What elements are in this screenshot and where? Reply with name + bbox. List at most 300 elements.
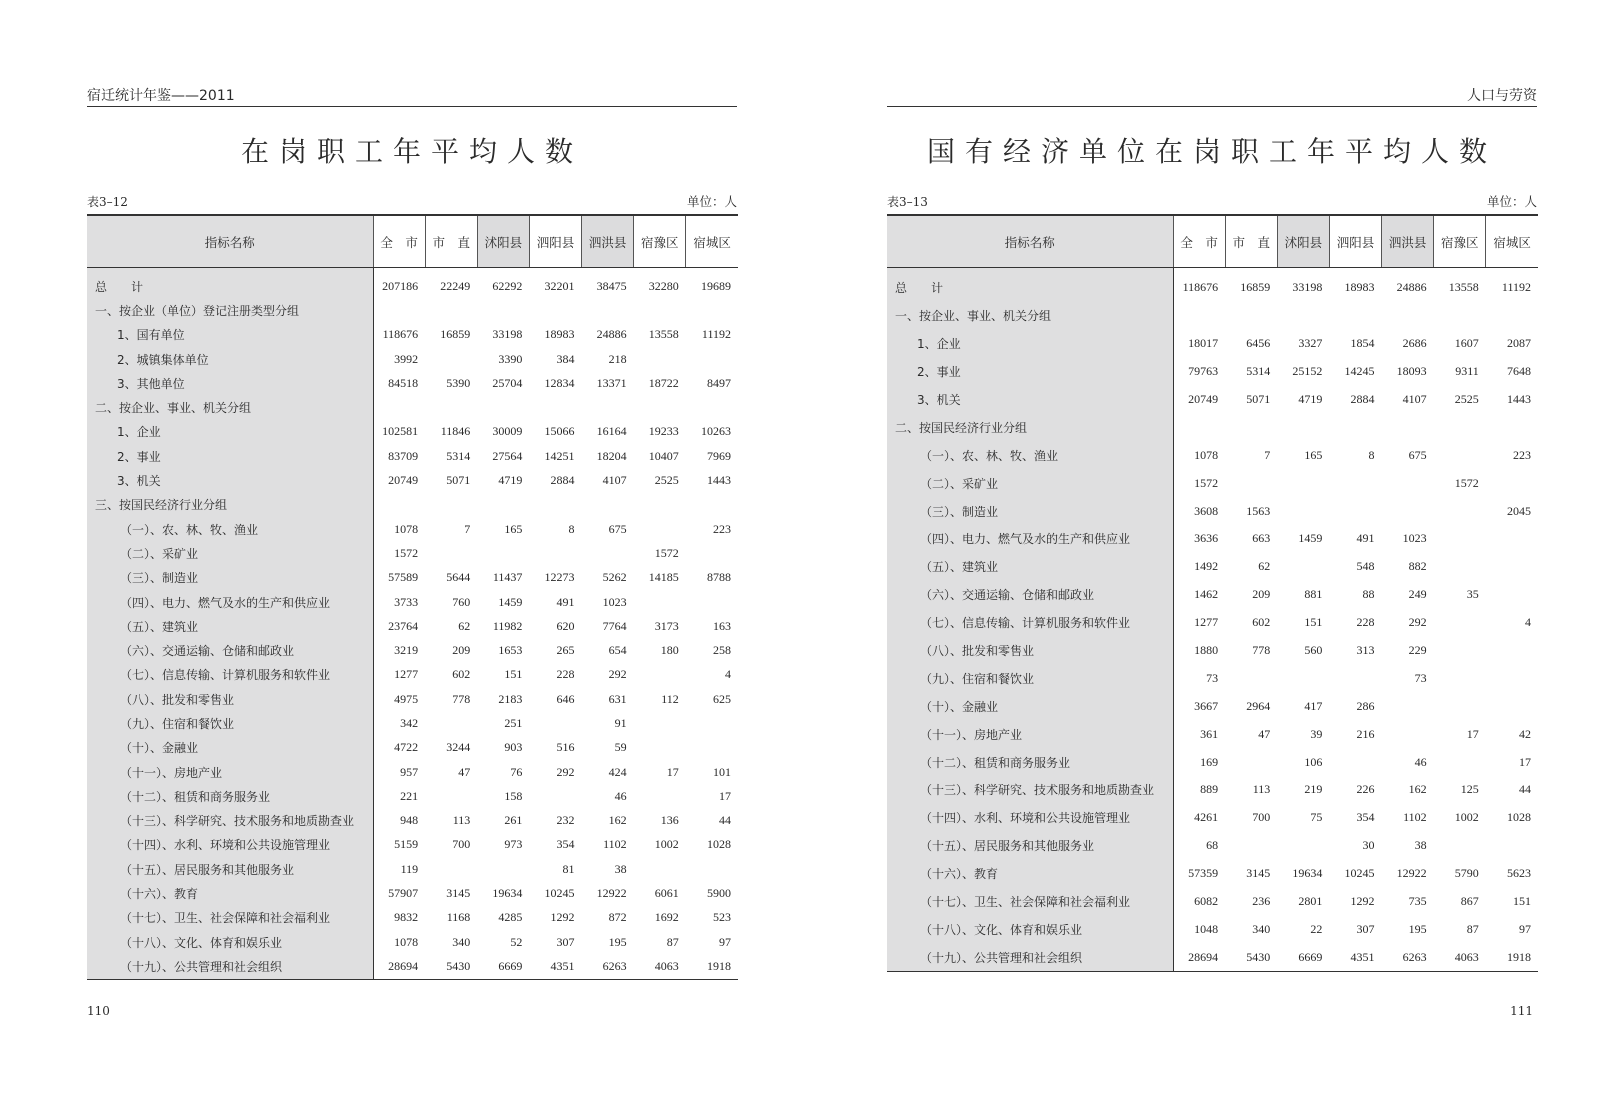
table-cell: 760 (452, 594, 471, 609)
table-row (887, 330, 1538, 358)
table-cell (686, 298, 738, 322)
table-cell (1277, 302, 1329, 330)
table-cell: 27564 (492, 448, 523, 463)
table-cell: 1277 (1194, 615, 1219, 630)
table-cell: 354 (1356, 810, 1375, 825)
table-cell (686, 857, 738, 881)
row-label: （十）、金融业 (87, 736, 373, 760)
table-cell: 223 (1513, 447, 1531, 462)
table-cell (477, 541, 529, 565)
table-cell: 15066 (544, 424, 575, 439)
table-cell (1225, 664, 1277, 692)
table-cell: 646 (556, 691, 575, 706)
table-cell (1173, 413, 1225, 441)
table-row (887, 637, 1538, 665)
table-cell (1486, 637, 1538, 665)
table-cell: 33198 (492, 327, 523, 342)
table-cell: 1572 (1454, 475, 1479, 490)
table-cell (634, 857, 686, 881)
row-label: 一、按企业（单位）登记注册类型分组 (87, 298, 373, 322)
table-cell: 1572 (394, 545, 419, 560)
table-cell (1277, 497, 1329, 525)
table-cell: 28694 (1173, 943, 1225, 971)
table-cell: 19233 (648, 424, 679, 439)
table-row (87, 736, 738, 760)
table-cell: 25152 (1292, 364, 1323, 379)
table-cell (1434, 609, 1486, 637)
table-cell: 3390 (498, 351, 523, 366)
table-cell: 1563 (1246, 503, 1271, 518)
table-cell: 158 (504, 788, 523, 803)
table-row (87, 395, 738, 419)
table-cell: 3327 (1298, 336, 1323, 351)
table-cell: 7764 (602, 618, 627, 633)
table-cell: 1292 (550, 910, 575, 925)
row-label: 二、按企业、事业、机关分组 (87, 395, 373, 419)
row-label: （十）、金融业 (887, 692, 1173, 720)
row-label: （八）、批发和零售业 (87, 687, 373, 711)
table-cell: 33198 (1292, 280, 1323, 295)
table-cell (686, 347, 738, 371)
table-cell (1382, 720, 1434, 748)
table-cell: 249 (1408, 587, 1427, 602)
table-cell: 1607 (1454, 336, 1479, 351)
table-cell: 1918 (686, 954, 738, 979)
table-cell: 631 (608, 691, 627, 706)
table-cell: 9311 (1455, 364, 1479, 379)
table-cell: 340 (452, 934, 471, 949)
column-header: 沭阳县 (1277, 215, 1329, 268)
table-cell: 11192 (1501, 280, 1531, 295)
table-cell: 11982 (492, 618, 523, 633)
table-cell: 83709 (388, 448, 419, 463)
table-cell (1329, 664, 1381, 692)
row-label: （十八）、文化、体育和娱乐业 (87, 930, 373, 954)
table-cell (1225, 748, 1277, 776)
table-cell (1434, 664, 1486, 692)
table-cell: 10245 (1344, 866, 1375, 881)
table-cell: 286 (1356, 698, 1375, 713)
table-cell: 17 (1466, 726, 1479, 741)
table-cell: 11192 (701, 327, 731, 342)
table-cell: 654 (608, 643, 627, 658)
table-cell (1277, 413, 1329, 441)
table-cell: 12273 (544, 570, 575, 585)
table-cell: 162 (1408, 782, 1427, 797)
table-cell: 973 (504, 837, 523, 852)
table-cell: 18204 (596, 448, 627, 463)
table-cell: 22 (1310, 921, 1323, 936)
column-header: 宿豫区 (634, 215, 686, 268)
row-label: 1、企业 (87, 420, 373, 444)
table-cell: 32280 (648, 278, 679, 293)
table-row (87, 638, 738, 662)
row-label: （二）、采矿业 (887, 469, 1173, 497)
row-label: （十四）、水利、环境和公共设施管理业 (87, 833, 373, 857)
table-cell: 3733 (394, 594, 419, 609)
table-cell: 23764 (388, 618, 419, 633)
row-label: （二）、采矿业 (87, 541, 373, 565)
column-header: 宿豫区 (1434, 215, 1486, 268)
table-cell: 4351 (1329, 943, 1381, 971)
table-cell (425, 857, 477, 881)
table-cell (1277, 469, 1329, 497)
table-cell: 735 (1408, 894, 1427, 909)
table-cell: 229 (1408, 643, 1427, 658)
row-label: （九）、住宿和餐饮业 (87, 711, 373, 735)
table-cell: 24886 (1396, 280, 1427, 295)
table-cell: 1880 (1194, 643, 1219, 658)
table-cell: 778 (1252, 643, 1271, 658)
table-row (87, 444, 738, 468)
row-label: 总 计 (87, 274, 373, 298)
table-cell (1486, 832, 1538, 860)
table-cell: 261 (504, 813, 523, 828)
table-cell: 57907 (388, 886, 419, 901)
row-label: （七）、信息传输、计算机服务和软件业 (887, 609, 1173, 637)
table-cell: 7648 (1507, 364, 1531, 379)
running-header (887, 84, 1537, 107)
table-cell: 1028 (707, 837, 731, 852)
table-row (887, 776, 1538, 804)
table-cell: 18983 (544, 327, 575, 342)
table-cell: 6263 (1382, 943, 1434, 971)
table-row (887, 943, 1538, 971)
table-cell: 957 (400, 764, 419, 779)
row-label: （十一）、房地产业 (887, 720, 1173, 748)
row-label: 3、机关 (887, 386, 1173, 414)
row-label: 2、城镇集体单位 (87, 347, 373, 371)
table-number: 表3–12 (87, 195, 128, 209)
table-row (87, 347, 738, 371)
row-label: （十三）、科学研究、技术服务和地质勘查业 (887, 776, 1173, 804)
table-cell: 46 (1414, 754, 1427, 769)
table-cell: 97 (1519, 921, 1531, 936)
statistics-table (87, 214, 738, 980)
table-cell: 2525 (654, 473, 679, 488)
table-row (887, 358, 1538, 386)
column-header: 泗洪县 (582, 215, 634, 268)
table-cell: 151 (504, 667, 523, 682)
row-label: （一）、农、林、牧、渔业 (87, 517, 373, 541)
table-cell: 1078 (394, 934, 419, 949)
table-cell: 136 (660, 813, 679, 828)
table-row (887, 832, 1538, 860)
row-label: （九）、住宿和餐饮业 (887, 664, 1173, 692)
table-cell: 57359 (1188, 866, 1219, 881)
table-cell: 207186 (382, 278, 419, 293)
table-cell: 602 (1252, 615, 1271, 630)
table-cell: 14185 (648, 570, 679, 585)
table-cell: 1002 (654, 837, 679, 852)
table-cell: 340 (1252, 921, 1271, 936)
table-cell (1382, 469, 1434, 497)
table-cell: 3173 (654, 618, 679, 633)
table-cell (634, 347, 686, 371)
table-cell (1486, 413, 1538, 441)
table-cell: 2964 (1246, 698, 1271, 713)
table-cell: 1918 (1486, 943, 1538, 971)
table-cell: 44 (1519, 782, 1531, 797)
row-label: （六）、交通运输、仓储和邮政业 (887, 581, 1173, 609)
table-cell: 1023 (1402, 531, 1427, 546)
table-cell: 118676 (382, 327, 419, 342)
table-cell: 384 (556, 351, 575, 366)
table-cell: 3145 (1246, 866, 1271, 881)
table-cell (634, 395, 686, 419)
column-header: 泗阳县 (529, 215, 581, 268)
table-cell: 101 (713, 764, 731, 779)
table-cell: 151 (1304, 615, 1323, 630)
row-label: 总 计 (887, 274, 1173, 302)
table-cell: 7 (464, 521, 471, 536)
table-cell (425, 541, 477, 565)
table-row (87, 420, 738, 444)
table-cell: 20749 (1188, 392, 1219, 406)
table-row (87, 614, 738, 638)
table-row (87, 274, 738, 298)
yearbook-title: 宿迁统计年鉴——2011 (87, 88, 235, 104)
table-cell: 180 (660, 643, 679, 658)
table-cell: 4975 (394, 691, 419, 706)
table-cell: 4261 (1194, 810, 1219, 825)
table-cell: 8788 (707, 570, 731, 585)
table-cell: 2884 (550, 473, 575, 488)
table-cell: 11846 (440, 424, 471, 439)
table-cell (1225, 469, 1277, 497)
table-cell (1486, 302, 1538, 330)
table-cell: 228 (556, 667, 575, 682)
table-cell (1434, 525, 1486, 553)
table-cell (1434, 302, 1486, 330)
table-cell: 4722 (394, 740, 419, 755)
column-header-indicator: 指标名称 (87, 215, 373, 268)
table-cell: 17 (666, 764, 679, 779)
header-row (887, 215, 1538, 268)
table-cell: 5644 (446, 570, 471, 585)
table-cell (1486, 581, 1538, 609)
table-cell: 1459 (498, 594, 523, 609)
table-cell: 169 (1200, 754, 1219, 769)
table-cell: 5262 (602, 570, 627, 585)
table-cell: 307 (556, 934, 575, 949)
table-cell (373, 298, 425, 322)
table-cell (529, 541, 581, 565)
table-cell: 867 (1460, 894, 1479, 909)
table-cell: 1572 (1194, 475, 1219, 490)
table-cell (1486, 692, 1538, 720)
table-cell (529, 493, 581, 517)
table-cell: 22249 (440, 278, 471, 293)
table-cell (1329, 748, 1381, 776)
table-cell: 491 (556, 594, 575, 609)
table-cell: 3608 (1194, 503, 1219, 518)
table-row (87, 833, 738, 857)
table-row (887, 888, 1538, 916)
table-cell: 14251 (544, 448, 575, 463)
table-cell: 6669 (477, 954, 529, 979)
table-cell: 81 (562, 861, 575, 876)
table-cell: 30009 (492, 424, 523, 439)
table-cell: 1462 (1194, 587, 1219, 602)
page-number: 110 (87, 1004, 110, 1018)
table-cell: 663 (1252, 531, 1271, 546)
unit-label: 单位：人 (1486, 194, 1537, 209)
table-cell: 62 (458, 618, 471, 633)
table-cell: 4351 (529, 954, 581, 979)
table-cell: 1854 (1350, 336, 1375, 351)
table-cell: 14245 (1344, 364, 1375, 379)
column-header-indicator: 指标名称 (887, 215, 1173, 268)
table-cell: 4 (725, 667, 731, 682)
table-cell: 52 (510, 934, 523, 949)
table-row (87, 566, 738, 590)
row-label: 二、按国民经济行业分组 (887, 413, 1173, 441)
table-row (87, 493, 738, 517)
table-cell (1434, 553, 1486, 581)
table-cell (634, 493, 686, 517)
table-row (887, 386, 1538, 414)
table-cell (1434, 413, 1486, 441)
table-row (87, 906, 738, 930)
table-cell (1173, 302, 1225, 330)
table-cell (686, 736, 738, 760)
table-row (887, 804, 1538, 832)
table-cell: 16859 (440, 327, 471, 342)
table-cell: 125 (1460, 782, 1479, 797)
table-cell (1225, 413, 1277, 441)
table-row (887, 581, 1538, 609)
table-row (887, 720, 1538, 748)
row-label: 2、事业 (87, 444, 373, 468)
table-cell: 151 (1513, 894, 1531, 909)
table-cell: 4719 (498, 473, 523, 488)
table-cell: 8 (1368, 447, 1375, 462)
table-cell: 19689 (701, 278, 731, 293)
table-cell (634, 736, 686, 760)
table-row (87, 760, 738, 784)
table-cell (1382, 692, 1434, 720)
table-cell: 700 (1252, 810, 1271, 825)
row-label: （六）、交通运输、仓储和邮政业 (87, 638, 373, 662)
table-cell (1277, 832, 1329, 860)
column-header: 沭阳县 (477, 215, 529, 268)
table-cell (477, 857, 529, 881)
table-row (87, 541, 738, 565)
table-cell: 119 (400, 861, 419, 876)
table-cell: 3219 (394, 643, 419, 658)
table-cell: 903 (504, 740, 523, 755)
table-cell: 2525 (1454, 392, 1479, 406)
table-row (87, 298, 738, 322)
table-cell: 39 (1310, 726, 1323, 741)
table-row (887, 692, 1538, 720)
table-cell: 6669 (1277, 943, 1329, 971)
table-cell: 424 (608, 764, 627, 779)
table-cell: 6456 (1246, 336, 1271, 351)
row-label: （四）、电力、燃气及水的生产和供应业 (887, 525, 1173, 553)
table-cell: 4063 (1434, 943, 1486, 971)
page-number: 111 (1510, 1004, 1533, 1018)
table-cell: 18017 (1188, 336, 1219, 351)
table-cell: 218 (608, 351, 627, 366)
row-label: 3、机关 (87, 468, 373, 492)
table-cell (1434, 637, 1486, 665)
table-cell: 3145 (446, 886, 471, 901)
table-cell: 2087 (1507, 336, 1531, 351)
table-cell: 292 (1408, 615, 1427, 630)
table-cell: 882 (1408, 559, 1427, 574)
table-cell: 2183 (498, 691, 523, 706)
table-cell (529, 395, 581, 419)
table-cell: 12922 (1396, 866, 1427, 881)
row-label: （十二）、租赁和商务服务业 (87, 784, 373, 808)
table-cell: 223 (713, 521, 731, 536)
table-cell (1434, 832, 1486, 860)
row-label: 3、其他单位 (87, 371, 373, 395)
table-cell: 1078 (1194, 447, 1219, 462)
table-cell: 106 (1304, 754, 1323, 769)
table-cell: 8497 (707, 375, 731, 390)
table-cell: 38 (1414, 838, 1427, 853)
column-header: 泗阳县 (1329, 215, 1381, 268)
row-label: （十四）、水利、环境和公共设施管理业 (887, 804, 1173, 832)
table-cell (582, 493, 634, 517)
table-cell (1434, 692, 1486, 720)
table-cell (373, 395, 425, 419)
table-row (887, 274, 1538, 302)
row-label: （十七）、卫生、社会保障和社会福利业 (887, 888, 1173, 916)
table-cell: 5071 (1246, 392, 1271, 406)
table-cell: 30 (1362, 838, 1375, 853)
table-row (87, 323, 738, 347)
table-cell: 5900 (707, 886, 731, 901)
table-cell: 3244 (446, 740, 471, 755)
column-header: 全 市 (1173, 215, 1225, 268)
table-row (87, 881, 738, 905)
table-title: 在岗职工年平均人数 (240, 135, 583, 168)
column-header: 市 直 (425, 215, 477, 268)
table-cell (582, 298, 634, 322)
table-cell: 216 (1356, 726, 1375, 741)
table-cell: 209 (1252, 587, 1271, 602)
table-cell (1382, 413, 1434, 441)
table-row (887, 664, 1538, 692)
table-cell (1329, 497, 1381, 525)
row-label: （三）、制造业 (87, 566, 373, 590)
table-cell (634, 590, 686, 614)
table-cell: 46 (614, 788, 627, 803)
table-cell: 17 (1519, 754, 1531, 769)
table-cell: 5430 (425, 954, 477, 979)
table-cell: 75 (1310, 810, 1323, 825)
row-label: （十八）、文化、体育和娱乐业 (887, 915, 1173, 943)
table-row (887, 860, 1538, 888)
table-cell (1277, 553, 1329, 581)
table-cell: 5159 (394, 837, 419, 852)
row-label: 三、按国民经济行业分组 (87, 493, 373, 517)
table-cell: 97 (719, 934, 731, 949)
table-cell: 5430 (1225, 943, 1277, 971)
table-cell: 3992 (394, 351, 419, 366)
table-row (887, 302, 1538, 330)
table-cell (425, 298, 477, 322)
table-cell: 232 (556, 813, 575, 828)
table-cell: 292 (556, 764, 575, 779)
table-cell: 881 (1304, 587, 1323, 602)
table-cell: 417 (1304, 698, 1323, 713)
table-cell: 889 (1200, 782, 1219, 797)
